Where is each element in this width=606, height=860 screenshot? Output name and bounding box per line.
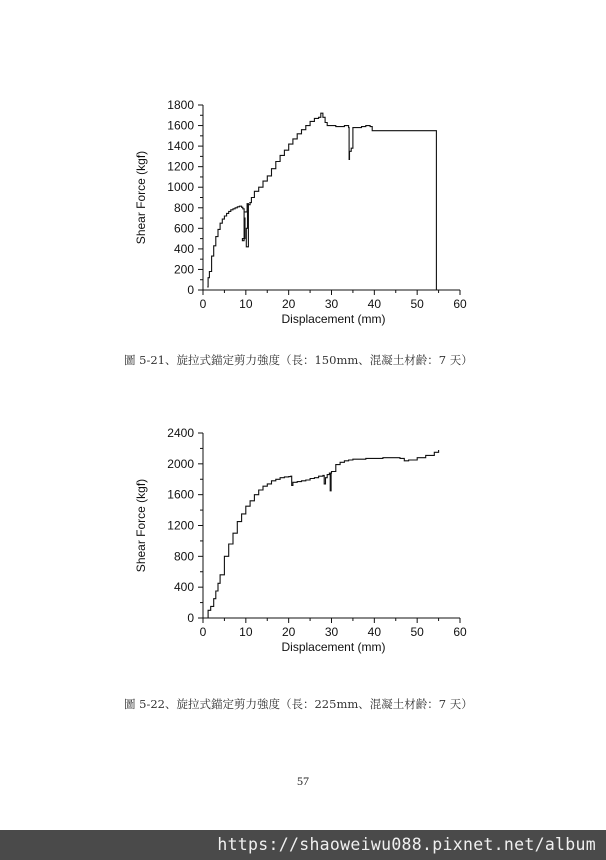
x-tick-label: 40 [367, 625, 382, 639]
series-line-150mm [207, 113, 436, 290]
x-tick-label: 40 [367, 297, 382, 311]
y-tick-label: 200 [173, 262, 194, 277]
figure-caption-5-21: 圖 5-21、旋拉式錨定剪力強度（長：150mm、混凝土材齡：7 天） [124, 353, 473, 367]
y-tick-label: 1600 [167, 487, 194, 502]
x-tick-label: 0 [199, 297, 207, 311]
series-line-225mm [207, 450, 438, 618]
x-tick-label: 60 [453, 625, 467, 639]
y-tick-label: 0 [187, 283, 194, 297]
x-tick-label: 10 [239, 625, 253, 639]
y-tick-label: 400 [173, 580, 194, 595]
figure-caption-5-22: 圖 5-22、旋拉式錨定剪力強度（長：225mm、混凝土材齡：7 天） [124, 697, 473, 711]
y-tick-label: 1600 [167, 118, 194, 133]
x-tick-label: 0 [199, 625, 207, 639]
x-tick-label: 20 [281, 625, 296, 639]
y-tick-label: 800 [173, 200, 194, 215]
y-tick-label: 600 [173, 221, 194, 236]
x-tick-label: 20 [281, 297, 296, 311]
y-tick-label: 800 [173, 549, 194, 564]
x-axis-title: Displacement (mm) [281, 640, 386, 654]
x-tick-label: 30 [324, 297, 339, 311]
y-tick-label: 1400 [167, 139, 194, 154]
y-tick-label: 0 [187, 611, 194, 625]
x-tick-label: 10 [239, 297, 253, 311]
x-axis-title: Displacement (mm) [281, 312, 386, 326]
y-axis-title: Shear Force (kgf) [134, 150, 148, 245]
y-tick-label: 400 [173, 241, 194, 256]
y-tick-label: 1000 [167, 180, 194, 195]
x-tick-label: 60 [453, 297, 467, 311]
page-number: 57 [297, 774, 309, 788]
y-tick-label: 1200 [167, 159, 194, 174]
x-tick-label: 50 [410, 625, 424, 639]
y-tick-label: 2400 [167, 426, 194, 440]
y-axis-title: Shear Force (kgf) [134, 478, 148, 573]
chart-5-21 [0, 90, 606, 350]
x-tick-label: 50 [410, 297, 424, 311]
chart-5-22 [0, 418, 606, 678]
y-tick-label: 2000 [167, 456, 194, 471]
x-tick-label: 30 [324, 625, 339, 639]
watermark-url: https://shaoweiwu088.pixnet.net/album [0, 830, 606, 860]
y-tick-label: 1200 [167, 518, 194, 533]
y-tick-label: 1800 [167, 98, 194, 112]
